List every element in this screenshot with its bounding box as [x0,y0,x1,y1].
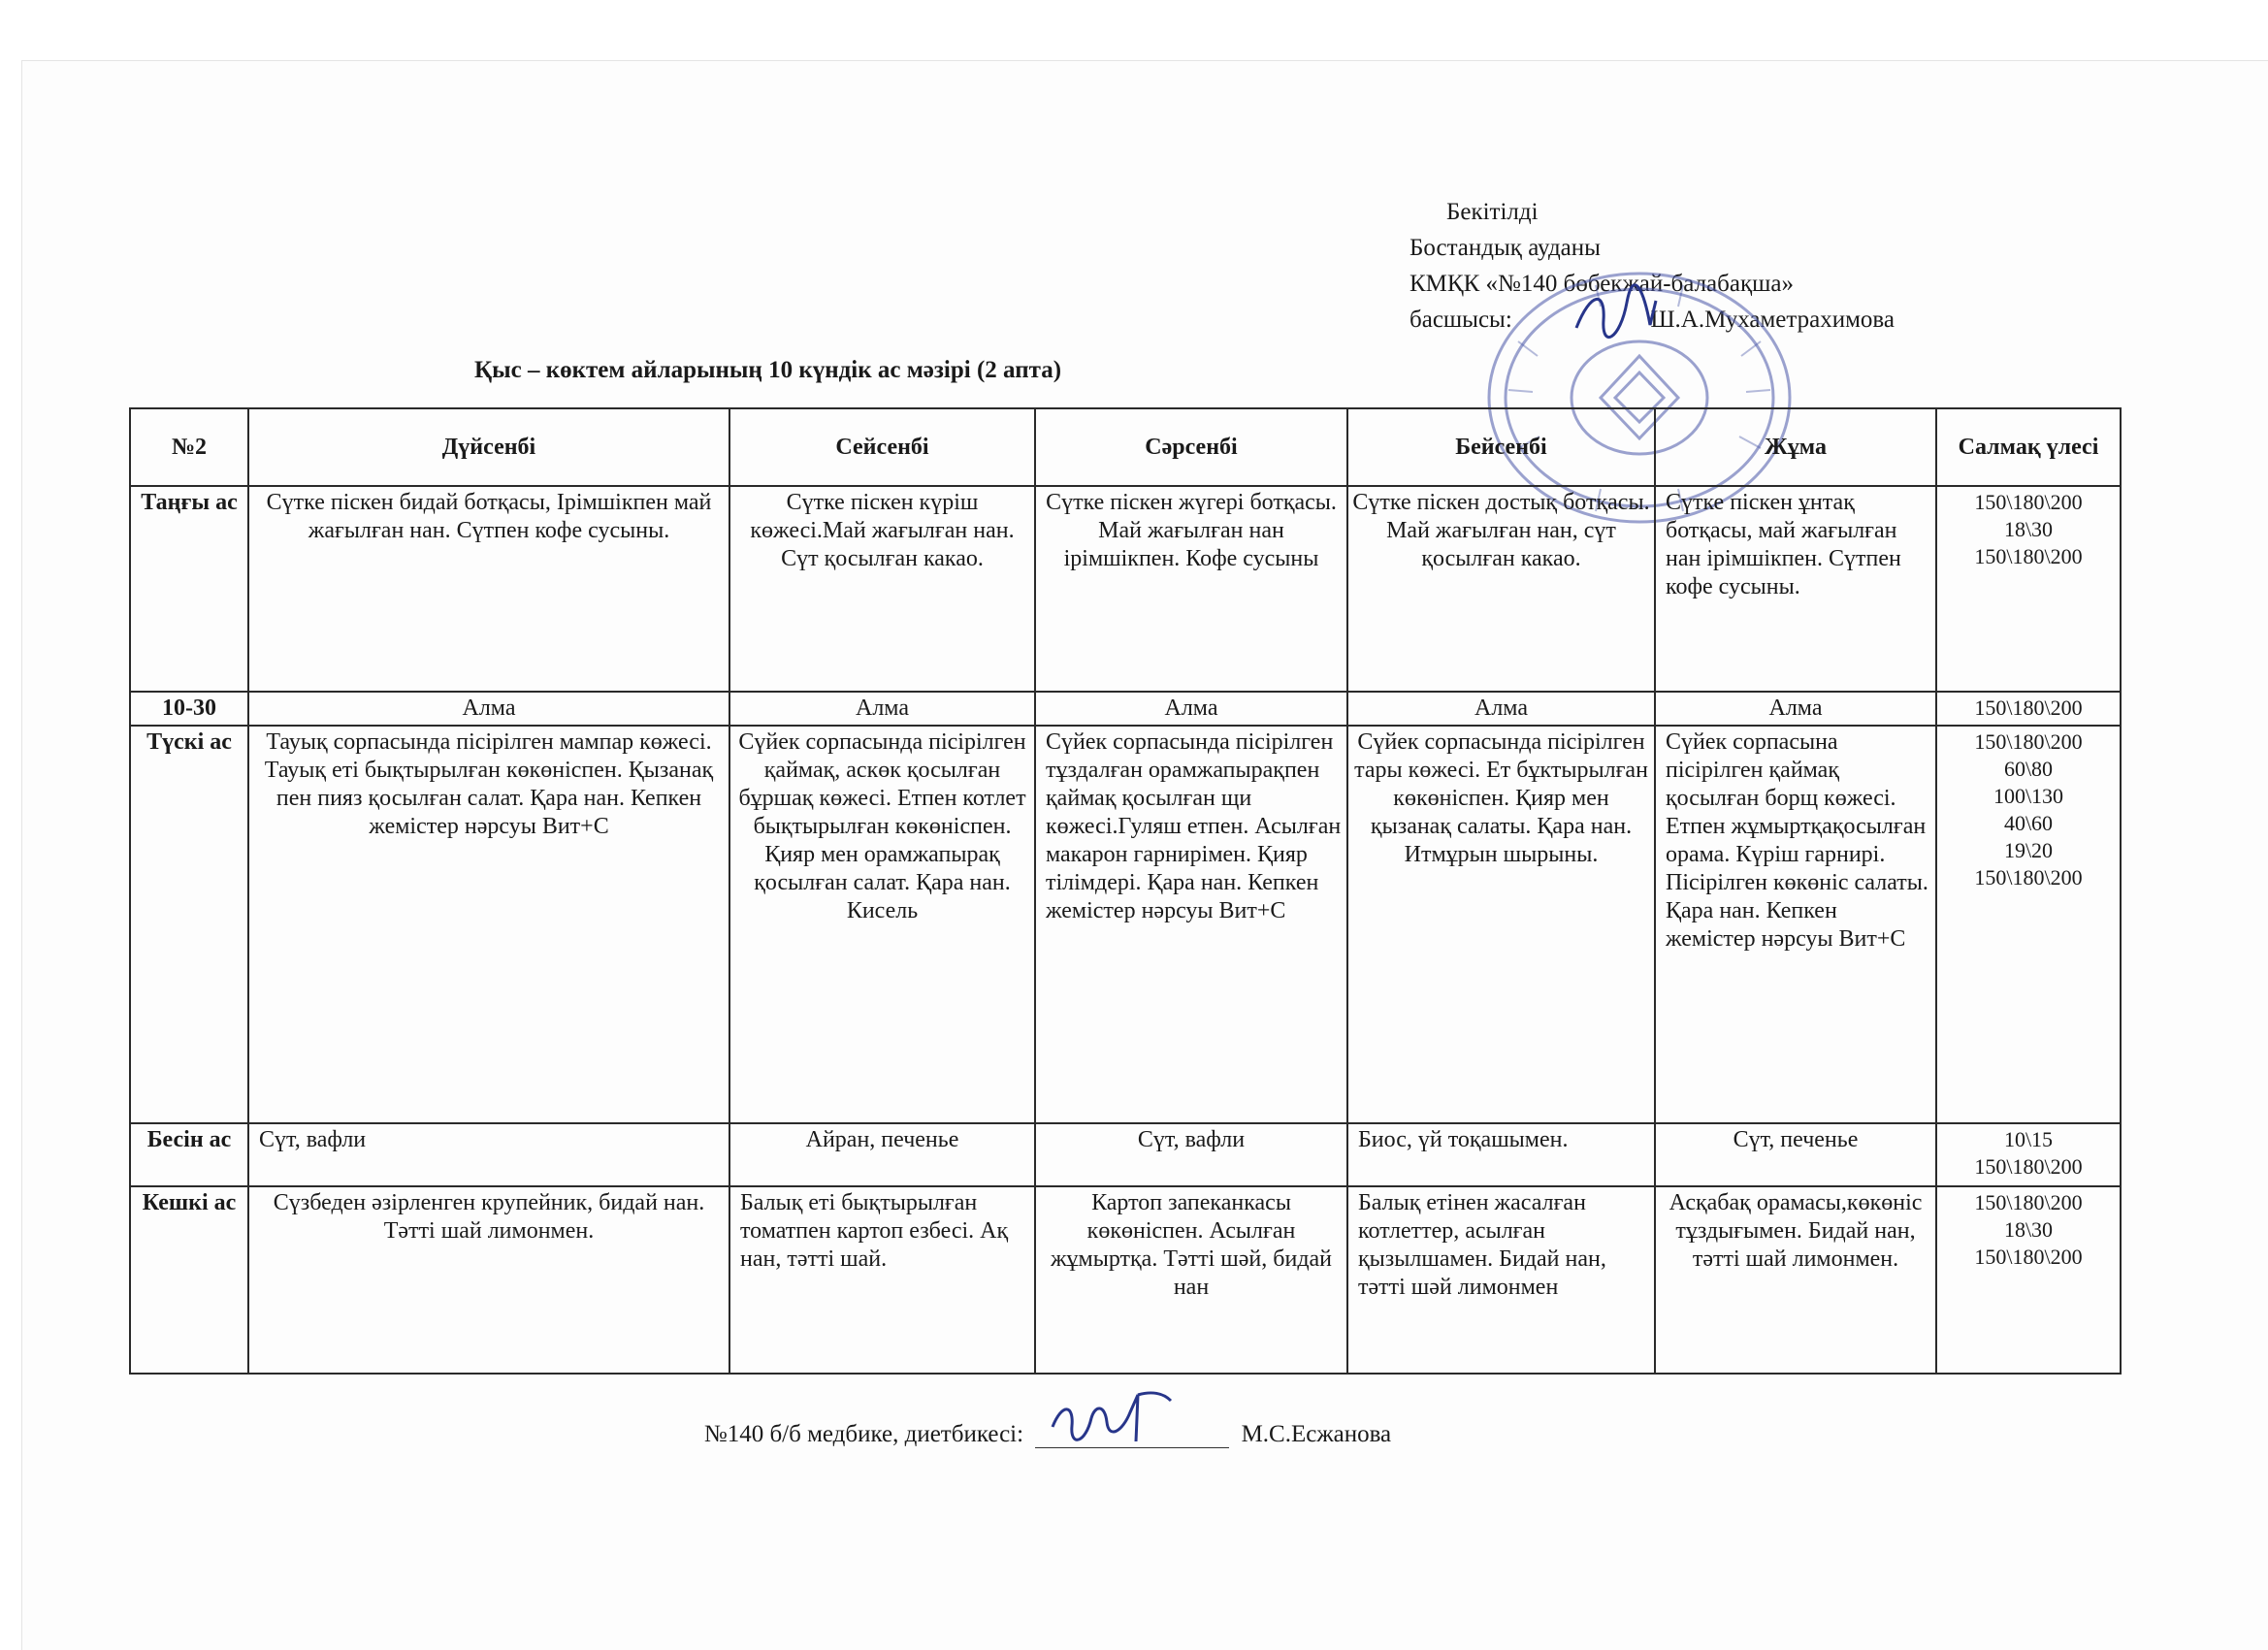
weight-value: 100\130 [1993,784,2064,808]
approval-head-name: Ш.А.Мухаметрахимова [1650,307,1895,333]
column-header-monday: Дүйсенбі [248,408,729,486]
column-header-number: №2 [130,408,248,486]
menu-cell: Балық еті бықтырылған томатпен картоп езбесі. Ақ нан, тәтті шай. [729,1186,1035,1374]
weight-value: 18\30 [2003,1217,2054,1242]
table-row-lunch [130,726,2121,1123]
menu-cell: Сүт, вафли [248,1123,729,1186]
weight-cell [1936,726,2121,1123]
approval-district: Бостандық ауданы [1409,235,1601,261]
approval-organization: КМҚК «№140 бөбекжай-балабақша» [1409,271,1794,297]
weight-cell [1936,486,2121,692]
approval-head-label: басшысы: [1409,307,1512,333]
menu-cell: Алма [1347,692,1655,726]
column-header-thursday: Бейсенбі [1347,408,1655,486]
menu-cell: Сүйек сорпасында пісірілген тары көжесі. Ет бұктырылған көкөніспен. Қияр мен қызанақ салаты. Қара нан. Итмұрын шырыны. [1347,726,1655,1123]
table-row-snack [130,692,2121,726]
menu-cell: Сүтке піскен ұнтақ ботқасы, май жағылған нан ірімшікпен. Сүтпен кофе сусыны. [1655,486,1936,692]
page-title: Қыс – көктем айларының 10 күндік ас мәзірі (2 апта) [473,357,1062,383]
footer-label: №140 б/б медбике, диетбикесі: [703,1421,1024,1447]
weight-cell [1936,1186,2121,1374]
weight-value: 150\180\200 [1974,729,2083,754]
weight-value: 150\180\200 [1974,544,2083,568]
menu-cell: Сүтке піскен күріш көжесі.Май жағылған нан. Сүт қосылған какао. [729,486,1035,692]
menu-cell: Сүтке піскен достық ботқасы. Май жағылған нан, сүт қосылған какао. [1347,486,1655,692]
menu-cell: Алма [1655,692,1936,726]
menu-cell: Тауық сорпасында пісірілген мампар көжесі. Тауық еті бықтырылған көкөніспен. Қызанақ пен пияз қосылған салат. Қара нан. Кепкен жемістер нәрсуы Вит+С [248,726,729,1123]
weight-value: 150\180\200 [1974,1154,2083,1179]
footer-signature-line [0,1421,2095,1448]
table-header-row [130,408,2121,486]
menu-table [129,407,2122,1375]
meal-label: 10-30 [130,692,248,726]
weight-value: 150\180\200 [1974,865,2083,890]
weight-value: 10\15 [2003,1127,2054,1151]
meal-label: Таңғы ас [130,486,248,692]
weight-value: 18\30 [2003,517,2054,541]
column-header-friday: Жұма [1655,408,1936,486]
weight-value: 60\80 [2003,757,2054,781]
menu-cell: Айран, печенье [729,1123,1035,1186]
weight-value: 150\180\200 [1974,1245,2083,1269]
menu-cell: Сүт, вафли [1035,1123,1347,1186]
approval-head-line [1409,302,2011,338]
column-header-weight: Салмақ үлесі [1936,408,2121,486]
menu-cell: Алма [248,692,729,726]
menu-cell: Сүтке піскен жүгері ботқасы. Май жағылған нан ірімшікпен. Кофе сусыны [1035,486,1347,692]
menu-cell: Сүт, печенье [1655,1123,1936,1186]
weight-value: 150\180\200 [1974,1190,2083,1214]
table-row-dinner [130,1186,2121,1374]
menu-cell: Асқабақ орамасы,көкөніс тұздығымен. Бидай нан, тәтті шай лимонмен. [1655,1186,1936,1374]
menu-cell: Сүйек сорпасына пісірілген қаймақ қосылған борщ көжесі. Етпен жұмыртқақосылған орама. Күріш гарнирі. Пісірілген көкөніс салаты. Қара нан. Кепкен жемістер нәрсуы Вит+С [1655,726,1936,1123]
menu-cell: Сүтке піскен бидай ботқасы, Ірімшікпен май жағылған нан. Сүтпен кофе сусыны. [248,486,729,692]
meal-label: Түскі ас [130,726,248,1123]
weight-value: 150\180\200 [1974,490,2083,514]
weight-cell [1936,692,2121,726]
meal-label: Бесін ас [130,1123,248,1186]
weight-value: 150\180\200 [1974,696,2083,720]
nurse-signature-icon [1045,1383,1190,1451]
column-header-wednesday: Сәрсенбі [1035,408,1347,486]
meal-label: Кешкі ас [130,1186,248,1374]
approval-block [1409,194,2011,338]
menu-cell: Биос, үй тоқашымен. [1347,1123,1655,1186]
menu-cell: Алма [1035,692,1347,726]
weight-cell [1936,1123,2121,1186]
menu-cell: Сүйек сорпасында пісірілген қаймақ, аскөк қосылған бұршақ көжесі. Етпен котлет бықтырылған көкөніспен. Қияр мен орамжапырақ қосылған салат. Қара нан. Кисель [729,726,1035,1123]
menu-cell: Картоп запеканкасы көкөніспен. Асылған жұмыртқа. Тәтті шәй, бидай нан [1035,1186,1347,1374]
weight-value: 19\20 [2003,838,2054,862]
footer-name: М.С.Есжанова [1241,1421,1392,1447]
menu-cell: Сүзбеден әзірленген крупейник, бидай нан. Тәтті шай лимонмен. [248,1186,729,1374]
column-header-tuesday: Сейсенбі [729,408,1035,486]
signature-line [1035,1424,1229,1448]
menu-cell: Балық етінен жасалған котлеттер, асылған қызылшамен. Бидай нан, тәтті шәй лимонмен [1347,1186,1655,1374]
approval-title: Бекітілді [1446,199,1539,225]
weight-value: 40\60 [2003,811,2054,835]
table-row-breakfast [130,486,2121,692]
menu-cell: Сүйек сорпасында пісірілген тұздалған орамжапырақпен қаймақ қосылған щи көжесі.Гуляш етпен. Асылған макарон гарнирімен. Қияр тілімдері. Қара нан. Кепкен жемістер нәрсуы Вит+С [1035,726,1347,1123]
table-row-afternoon-snack [130,1123,2121,1186]
menu-cell: Алма [729,692,1035,726]
head-signature-icon [1567,281,1664,349]
